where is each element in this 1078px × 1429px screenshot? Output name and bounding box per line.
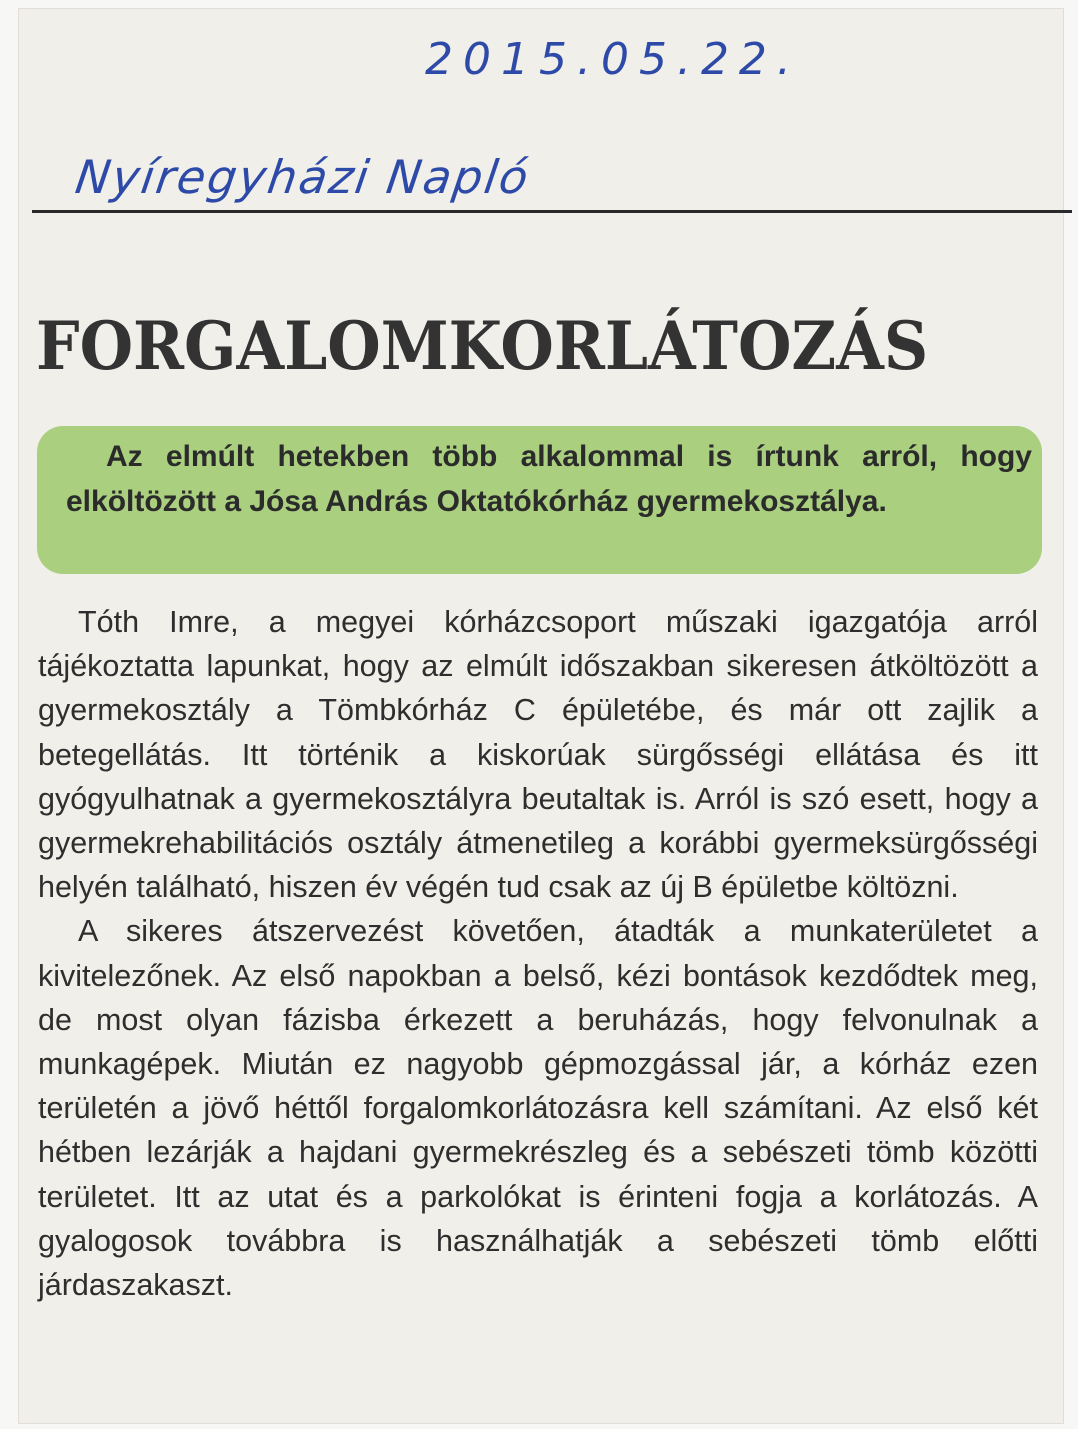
- article-lead: Az elmúlt hetekben több alkalommal is írtunk arról, hogy elköltözött a Jósa András Oktatókórház gyermekosztálya.: [66, 440, 1032, 518]
- divider-rule: [32, 210, 1072, 213]
- article-paragraph: A sikeres átszervezést követően, átadták a munkaterületet a kivitelezőnek. Az első napokban a belső, kézi bontások kezdődtek meg, de most olyan fázisba érkezett a beruházás, hogy felvonulnak a munkagépek. Miután ez nagyobb gépmozgással jár, a kórház ezen területén a jövő héttől forgalomkorlátozásra kell számítani. Az első két hétben lezárják a hajdani gyermekrészleg és a sebészeti tömb közötti területet. Itt az utat és a parkolókat is érinteni fogja a korlátozás. A gyalogosok továbbra is használhatják a sebészeti tömb előtti járdaszakaszt.: [38, 914, 1038, 1303]
- article-paragraph: Tóth Imre, a megyei kórházcsoport műszaki igazgatója arról tájékoztatta lapunkat, hogy az elmúlt időszakban sikeresen átköltözött a gyermekosztály a Tömbkórház C épületébe, és már ott zajlik a betegellátás. Itt történik a kiskorúak sürgősségi ellátása és itt gyógyulhatnak a gyermekosztályra beutaltak is. Arról is szó esett, hogy a gyermekrehabilitációs osztály átmenetileg a korábbi gyermeksürgősségi helyén található, hiszen év végén tud csak az új B épületbe költözni.: [38, 605, 1038, 905]
- handwritten-source: Nyíregyházi Napló: [72, 150, 534, 204]
- article-body: [38, 600, 1038, 1307]
- article-headline: FORGALOMKORLÁTOZÁS: [36, 307, 929, 385]
- handwritten-date: 2015.05.22.: [425, 34, 801, 85]
